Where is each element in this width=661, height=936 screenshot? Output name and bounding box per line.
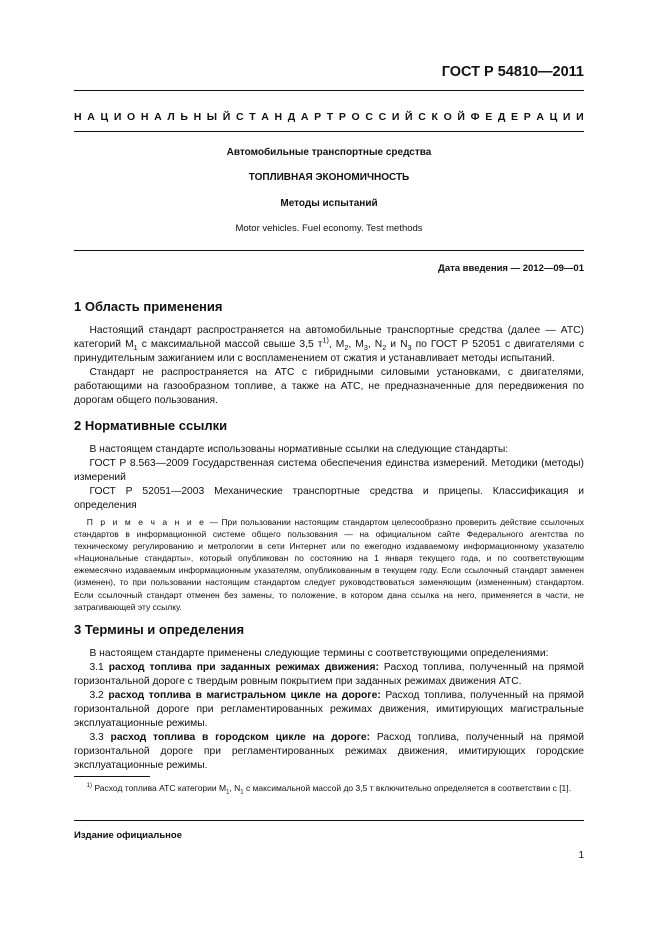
edition-label: Издание официальное <box>74 830 182 841</box>
term-3-3: 3.3 расход топлива в городском цикле на дороге: Расход топлива, полученный на прямой горизонтальной дороге при регламентированных режимах движения, имитирующих городские эксплуатационные режимы. <box>74 732 584 771</box>
note-text: — При пользовании настоящим стандартом целесообразно проверить действие ссылочных стандартов в информационной системе общего пользования — на официальном сайте Федерального агентства по техническому регулированию и метрологии в сети Интернет или по ежегодно издаваемому информационному указателю «Национальные стандарты», который опубликован по состоянию на 1 января текущего года, и по соответствующим ежемесячно издаваемым информационным указателям, опубликованным в текущем году. Если ссылочный стандарт заменен (изменен), то при пользовании настоящим стандартом следует руководствоваться заменяющим (измененным) стандартом. Если ссылочный стандарт отменен без замены, то положение, в котором дана ссылка на него, применяется в части, не затрагивающей эту ссылку. <box>74 517 584 612</box>
national-standard-line: Н А Ц И О Н А Л Ь Н Ы Й С Т А Н Д А Р Т Р О С С И Й С К О Й Ф Е Д Е Р А Ц И И <box>74 111 584 123</box>
footer-rule <box>74 820 584 821</box>
standard-number: ГОСТ Р 54810—2011 <box>441 64 584 80</box>
term-3-2: 3.2 расход топлива в магистральном цикле на дороге: Расход топлива, полученный на прямой горизонтальной дороге при регламентированных режимах движения, имитирующих магистральные эксплуатационные режимы. <box>74 690 584 729</box>
date-of-introduction: Дата введения — 2012—09—01 <box>438 263 584 274</box>
title-group: Автомобильные транспортные средства <box>226 147 432 158</box>
section-3-intro: В настоящем стандарте применены следующие термины с соответствующими определениями: <box>89 648 549 659</box>
section-2-reference-2: ГОСТ Р 52051—2003 Механические транспортные средства и прицепы. Классификация и определения <box>74 486 584 511</box>
section-3-heading: 3 Термины и определения <box>74 622 245 637</box>
section-2-intro: В настоящем стандарте использованы нормативные ссылки на следующие стандарты: <box>89 444 509 455</box>
top-rule <box>74 90 584 91</box>
note-label: П р и м е ч а н и е <box>86 517 206 527</box>
section-1-paragraph-2: Стандарт не распространяется на АТС с гибридными силовыми установками, с двигателями, работающими на газообразном топливе, а также на АТС, не предназначенные для передвижения по дорогам общего пользования. <box>74 367 584 406</box>
section-2-reference-1: ГОСТ Р 8.563—2009 Государственная система обеспечения единства измерений. Методики (методы) измерений <box>74 458 584 483</box>
section-1-body <box>74 324 584 408</box>
title-main: ТОПЛИВНАЯ ЭКОНОМИЧНОСТЬ <box>248 172 410 183</box>
section-1-paragraph-1: Настоящий стандарт распространяется на автомобильные транспортные средства (далее — АТС) категорий $М_1$ с максимальной массой свыше 3,5 $т^{1)}$, $М_2$, $М_3$, $N_2$ и $N_3$ по ГОСТ Р 52051 с двигателями с принудительным зажиганием или с воспламенением от сжатия и устанавливает методы испытаний. <box>74 325 584 364</box>
section-2-body <box>74 443 584 513</box>
footnote-mark: 1) <box>86 783 93 790</box>
title-sub: Методы испытаний <box>280 198 378 209</box>
title-english: Motor vehicles. Fuel economy. Test methods <box>235 223 423 234</box>
footnote: $^{1)}$ Расход топлива АТС категории $М_1$, $N_1$ с максимальной массой до 3,5 т включительно определяется в соответствии с [1]. <box>86 783 572 796</box>
footnote-rule <box>74 776 150 777</box>
section-2-heading: 2 Нормативные ссылки <box>74 418 228 433</box>
term-3-1: 3.1 расход топлива при заданных режимах движения: Расход топлива, полученный на прямой горизонтальной дороге с твердым ровным покрытием при заданных режимах движения АТС. <box>74 662 584 687</box>
header-rule <box>74 131 584 132</box>
section-3-body <box>74 647 584 773</box>
section-1-heading: 1 Область применения <box>74 299 223 314</box>
page-number: 1 <box>578 850 584 861</box>
title-rule <box>74 250 584 251</box>
section-2-note <box>74 516 584 613</box>
